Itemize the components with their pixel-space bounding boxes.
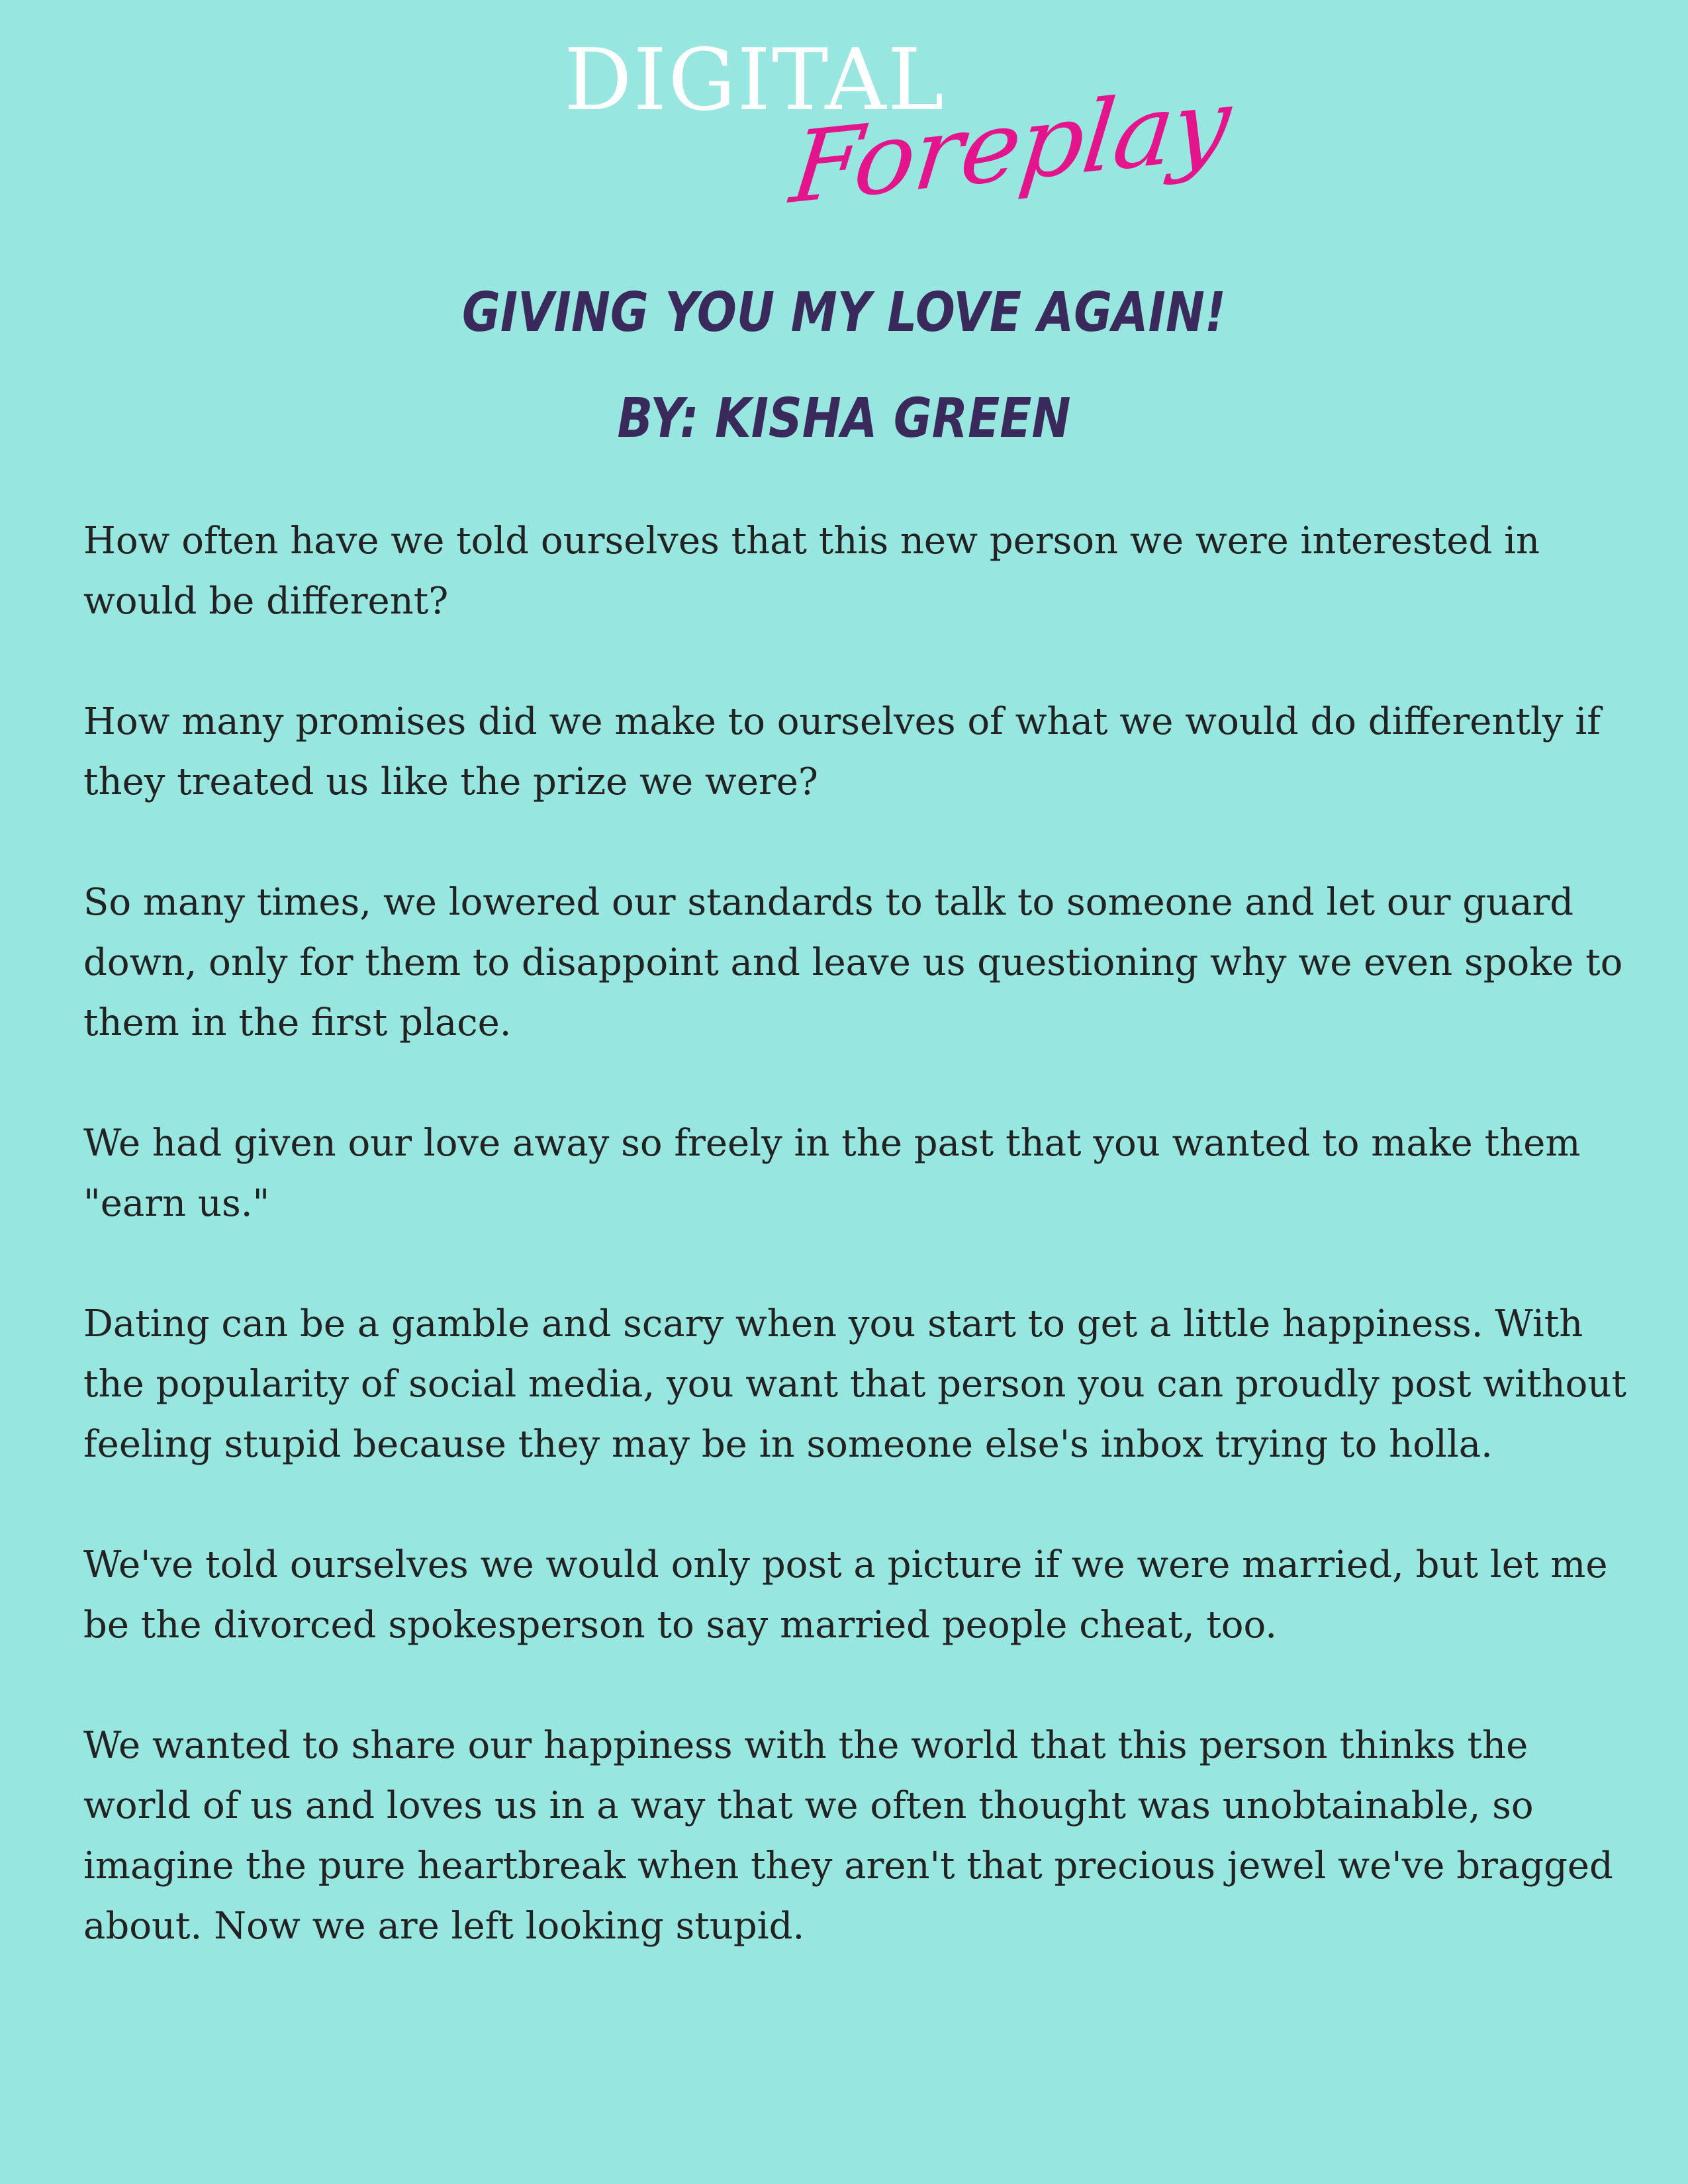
article-paragraph-2: How many promises did we make to ourselves of what we would do differently if they treated us like the prize we were?	[83, 700, 1601, 803]
article-body	[83, 511, 1646, 2017]
article-paragraph-5: Dating can be a gamble and scary when you start to get a little happiness. With the popularity of social media, you want that person you can proudly post without feeling stupid because they may be in someone else's inbox trying to holla.	[83, 1302, 1626, 1466]
logo-wordmark-digital: DIGITAL	[564, 31, 945, 130]
article-paragraph-1: How often have we told ourselves that this new person we were interested in would be different?	[83, 520, 1540, 623]
article-title: GIVING YOU MY LOVE AGAIN!	[461, 281, 1227, 344]
article-paragraph-6: We've told ourselves we would only post a picture if we were married, but let me be the divorced spokesperson to say married people cheat, too.	[83, 1543, 1608, 1647]
logo-wordmark-foreplay: Foreplay	[785, 66, 1235, 226]
article-paragraph-3: So many times, we lowered our standards to talk to someone and let our guard down, only for them to disappoint and leave us questioning why we even spoke to them in the first place.	[83, 881, 1623, 1044]
article-paragraph-4: We had given our love away so freely in the past that you wanted to make them "earn us."	[83, 1122, 1581, 1225]
article-paragraph-7: We wanted to share our happiness with the world that this person thinks the world of us and loves us in a way that we often thought was unobtainable, so imagine the pure heartbreak when they aren't that precious jewel we've bragged about. Now we are left looking stupid.	[83, 1724, 1613, 1948]
article-byline: BY: KISHA GREEN	[617, 387, 1071, 450]
brand-logo	[0, 0, 1688, 265]
